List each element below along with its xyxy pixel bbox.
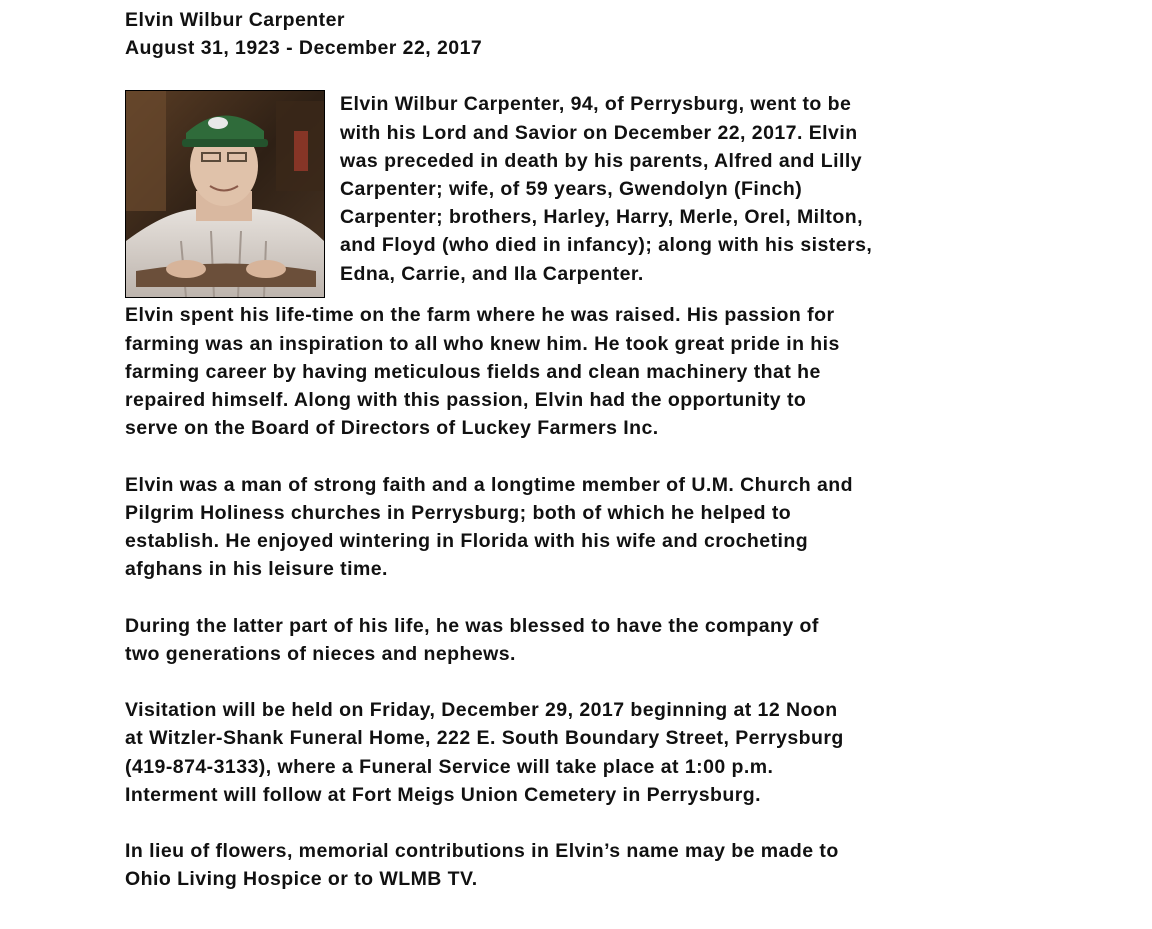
intro-line: with his Lord and Savior on December 22, 2017. Elvin xyxy=(340,121,858,144)
body-line: repaired himself. Along with this passion, Elvin had the opportunity to xyxy=(125,389,807,412)
portrait-photo xyxy=(125,90,325,298)
intro-line: Edna, Carrie, and Ila Carpenter. xyxy=(340,262,644,285)
obituary-dates: August 31, 1923 - December 22, 2017 xyxy=(125,37,483,60)
intro-line: was preceded in death by his parents, Alfred and Lilly xyxy=(340,149,863,172)
body-line: two generations of nieces and nephews. xyxy=(125,642,516,665)
body-line: Ohio Living Hospice or to WLMB TV. xyxy=(125,868,478,891)
body-line: During the latter part of his life, he was blessed to have the company of xyxy=(125,614,819,637)
obituary-document xyxy=(125,6,1025,894)
faith-paragraph xyxy=(125,471,1025,584)
body-line: establish. He enjoyed wintering in Florida with his wife and crocheting xyxy=(125,530,809,553)
body-line: afghans in his leisure time. xyxy=(125,558,388,581)
memorial-paragraph xyxy=(125,837,1025,893)
body-line: farming was an inspiration to all who knew him. He took great pride in his xyxy=(125,332,840,355)
body-line: Elvin spent his life-time on the farm where he was raised. His passion for xyxy=(125,304,835,327)
body-line: (419-874-3133), where a Funeral Service will take place at 1:00 p.m. xyxy=(125,755,774,778)
body-line: at Witzler-Shank Funeral Home, 222 E. South Boundary Street, Perrysburg xyxy=(125,727,844,750)
body-line: Visitation will be held on Friday, December 29, 2017 beginning at 12 Noon xyxy=(125,699,838,722)
paragraph-gap xyxy=(125,583,1025,611)
family-paragraph xyxy=(125,612,1025,668)
paragraph-gap xyxy=(125,668,1025,696)
obituary-name: Elvin Wilbur Carpenter xyxy=(125,9,345,31)
body-line: serve on the Board of Directors of Luckey Farmers Inc. xyxy=(125,417,659,440)
intro-section xyxy=(125,90,1025,301)
intro-line: Elvin Wilbur Carpenter, 94, of Perrysburg, went to be xyxy=(340,93,852,116)
intro-line: Carpenter; wife, of 59 years, Gwendolyn (Finch) xyxy=(340,178,803,201)
paragraph-gap xyxy=(125,442,1025,470)
body-line: Pilgrim Holiness churches in Perrysburg; both of which he helped to xyxy=(125,501,792,524)
portrait-illustration xyxy=(126,91,324,297)
paragraph-gap xyxy=(125,809,1025,837)
body-line: Elvin was a man of strong faith and a longtime member of U.M. Church and xyxy=(125,473,853,496)
body-line: In lieu of flowers, memorial contributions in Elvin’s name may be made to xyxy=(125,840,839,863)
intro-line: Carpenter; brothers, Harley, Harry, Merle, Orel, Milton, xyxy=(340,206,863,229)
visitation-paragraph xyxy=(125,696,1025,809)
intro-line: and Floyd (who died in infancy); along with his sisters, xyxy=(340,234,873,257)
body-line: Interment will follow at Fort Meigs Union Cemetery in Perrysburg. xyxy=(125,783,762,806)
farming-paragraph xyxy=(125,301,1025,442)
body-line: farming career by having meticulous fields and clean machinery that he xyxy=(125,360,821,383)
intro-paragraph xyxy=(340,90,1020,287)
